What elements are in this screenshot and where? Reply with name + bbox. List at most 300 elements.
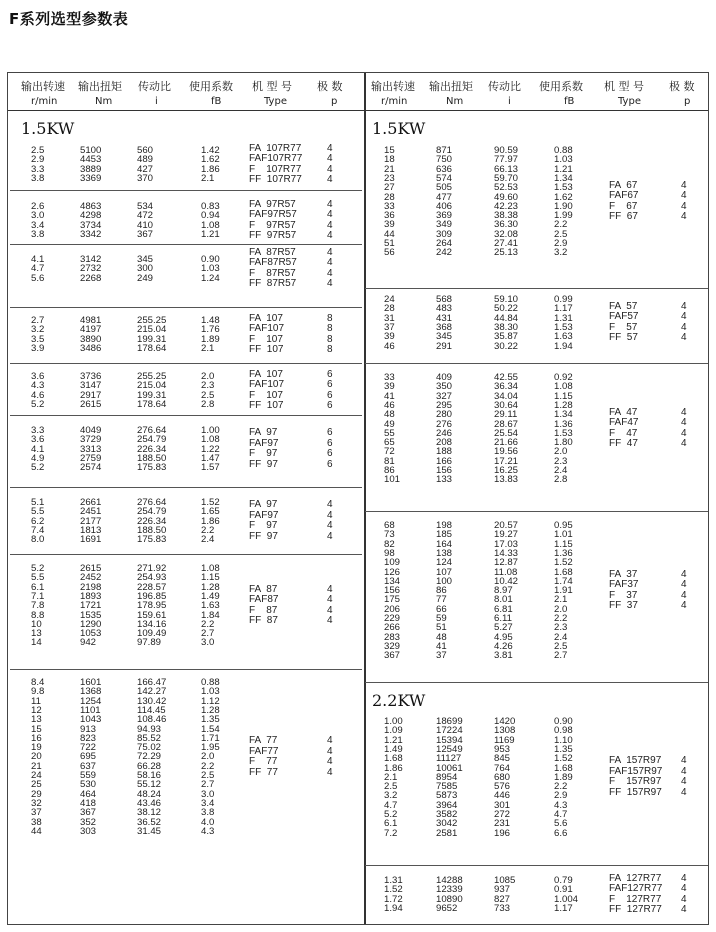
cell-speed: 72 [384, 446, 395, 458]
cell-torque: 166 [436, 455, 453, 467]
cell-ratio: 130.42 [137, 695, 167, 707]
cell-ratio: 166.47 [137, 677, 167, 688]
model-list [249, 144, 302, 186]
cell-torque: 2268 [80, 272, 102, 284]
cell-speed: 15 [384, 145, 395, 156]
cell-ratio: 272 [494, 809, 511, 820]
cell-speed: 49 [384, 418, 395, 430]
model-type: FAF107 [249, 323, 285, 335]
cell-torque: 2661 [80, 497, 102, 508]
cell-speed: 283 [384, 631, 401, 643]
cell-ratio: 276.64 [137, 497, 167, 508]
cell-factor: 1.95 [201, 742, 220, 754]
cell-ratio: 31.45 [137, 825, 162, 837]
cell-torque: 51 [436, 622, 447, 634]
cell-factor: 1.76 [201, 324, 220, 336]
power-label-left: 1.5KW [21, 119, 75, 138]
cell-ratio: 199.31 [137, 389, 167, 401]
pole-count: 4 [681, 883, 687, 895]
cell-speed: 1.00 [384, 716, 403, 727]
cell-speed: 3.3 [31, 163, 45, 175]
cell-speed: 5.2 [31, 462, 45, 474]
cell-torque: 4197 [80, 324, 102, 336]
cell-speed: 18 [384, 154, 395, 166]
model-type: FAF157R97 [609, 765, 663, 777]
pole-count: 4 [681, 904, 687, 916]
cell-speed: 6.1 [384, 818, 398, 830]
cell-ratio: 196 [494, 827, 511, 839]
cell-factor: 2.7 [201, 628, 215, 640]
cell-torque: 1535 [80, 609, 102, 621]
model-type: F 107 [249, 389, 283, 401]
model-list [609, 874, 662, 916]
cell-torque: 3890 [80, 333, 102, 345]
cell-ratio: 1085 [494, 875, 516, 886]
cell-factor: 1.22 [201, 443, 220, 455]
cell-torque: 185 [436, 529, 453, 541]
group-separator [10, 363, 362, 364]
cell-ratio: 38.12 [137, 807, 162, 819]
pole-count: 6 [327, 437, 333, 449]
cell-speed: 156 [384, 585, 401, 597]
cell-speed: 21 [384, 163, 395, 175]
cell-speed: 11 [31, 695, 41, 707]
cell-factor: 2.4 [201, 534, 215, 546]
model-type: F 127R77 [609, 893, 662, 905]
cell-factor: 2.0 [201, 371, 215, 382]
cell-torque: 2451 [80, 506, 102, 518]
cell-speed: 24 [384, 294, 395, 305]
cell-torque: 695 [80, 751, 97, 763]
cell-speed: 4.1 [31, 254, 45, 265]
cell-torque: 369 [436, 210, 453, 222]
cell-speed: 33 [384, 200, 395, 212]
cell-factor: 2.5 [554, 640, 568, 652]
cell-ratio: 75.02 [137, 742, 162, 754]
cell-speed: 126 [384, 566, 401, 578]
cell-factor: 1.01 [554, 529, 573, 541]
model-type: FF 157R97 [609, 786, 662, 798]
cell-ratio: 937 [494, 884, 511, 896]
cell-torque: 2581 [436, 827, 458, 839]
model-type: F 107R77 [249, 163, 302, 175]
cell-speed: 101 [384, 474, 401, 486]
cell-factor: 1.03 [201, 686, 220, 698]
cell-speed: 2.5 [31, 145, 45, 156]
cell-torque: 3889 [80, 163, 102, 175]
cell-ratio: 42.55 [494, 372, 519, 383]
cell-factor: 2.4 [554, 465, 568, 476]
cell-speed: 2.5 [384, 781, 398, 793]
cell-speed: 1.31 [384, 875, 403, 886]
cell-torque: 12339 [436, 884, 463, 896]
cell-factor: 2.7 [554, 650, 568, 662]
cell-speed: 13 [31, 628, 42, 640]
model-type: FA 107 [249, 312, 283, 324]
cell-ratio: 276.64 [137, 425, 167, 436]
cell-factor: 2.8 [554, 474, 568, 486]
model-type: FF 107 [249, 344, 284, 356]
group-separator [10, 415, 362, 416]
pole-count: 4 [327, 219, 333, 231]
cell-torque: 568 [436, 294, 453, 305]
cell-ratio: 680 [494, 771, 511, 783]
cell-factor: 1.90 [554, 200, 573, 212]
model-type: FF 127R77 [609, 904, 662, 916]
cell-ratio: 427 [137, 163, 154, 175]
pole-count: 4 [327, 594, 333, 606]
cell-factor: 1.17 [554, 902, 573, 914]
cell-factor: 1.08 [554, 381, 573, 393]
cell-ratio: 19.56 [494, 446, 519, 458]
cell-torque: 2452 [80, 572, 102, 584]
cell-speed: 12 [31, 704, 42, 716]
cell-ratio: 5.27 [494, 622, 513, 634]
pole-count: 4 [327, 583, 333, 595]
cell-speed: 1.72 [384, 893, 403, 905]
cell-speed: 5.2 [384, 809, 398, 820]
pole-list [327, 500, 333, 542]
cell-speed: 3.9 [31, 342, 45, 354]
cell-ratio: 4.95 [494, 631, 513, 643]
cell-torque: 1101 [80, 704, 101, 716]
model-type: FA 47 [609, 406, 638, 418]
cell-speed: 46 [384, 399, 395, 411]
cell-ratio: 3.81 [494, 650, 513, 662]
model-list [249, 370, 284, 412]
model-list [249, 200, 297, 242]
cell-ratio: 114.45 [137, 704, 166, 716]
cell-torque: 291 [436, 340, 453, 352]
cell-factor: 1.84 [201, 609, 220, 621]
cell-torque: 3964 [436, 799, 458, 811]
model-type: FF 107 [249, 400, 284, 412]
cell-ratio: 1308 [494, 725, 516, 737]
header-type: 机 型 号 [252, 80, 292, 93]
cell-ratio: 36.34 [494, 381, 519, 393]
cell-factor: 2.2 [554, 781, 568, 793]
cell-speed: 48 [384, 409, 395, 421]
cell-torque: 86 [436, 585, 447, 597]
cell-torque: 3042 [436, 818, 458, 830]
cell-speed: 175 [384, 594, 401, 606]
cell-factor: 2.2 [554, 613, 568, 624]
cell-speed: 31 [384, 312, 395, 324]
cell-ratio: 58.16 [137, 770, 162, 781]
cell-factor: 1.80 [554, 437, 573, 449]
model-type: F 37 [609, 589, 638, 601]
cell-factor: 1.17 [554, 303, 573, 315]
pole-count: 4 [327, 520, 333, 532]
pole-count: 4 [681, 438, 687, 450]
power-label-right: 1.5KW [372, 119, 426, 138]
cell-speed: 37 [31, 807, 42, 819]
cell-torque: 9652 [436, 902, 458, 914]
cell-ratio: 48.24 [137, 788, 162, 800]
model-type: FF 47 [609, 438, 638, 450]
pole-list [327, 200, 333, 242]
cell-factor: 4.0 [201, 816, 215, 828]
model-type: FAF67 [609, 190, 639, 202]
cell-speed: 39 [384, 381, 395, 393]
header-speed-right: 输出转速 [371, 80, 415, 93]
cell-torque: 409 [436, 372, 453, 383]
cell-torque: 1290 [80, 618, 102, 630]
cell-speed: 7.8 [31, 600, 45, 612]
cell-speed: 24 [31, 770, 42, 781]
cell-speed: 4.9 [31, 452, 45, 464]
cell-factor: 1.08 [201, 434, 220, 446]
cell-speed: 3.6 [31, 434, 45, 446]
pole-count: 4 [327, 257, 333, 269]
cell-torque: 309 [436, 228, 453, 240]
cell-torque: 10890 [436, 893, 463, 905]
cell-speed: 16 [31, 732, 42, 744]
header-ratio-right: 传动比 [488, 80, 521, 93]
cell-factor: 2.1 [554, 594, 568, 606]
cell-ratio: 175.83 [137, 534, 167, 546]
cell-factor: 0.94 [201, 210, 220, 222]
cell-speed: 229 [384, 613, 401, 624]
cell-speed: 33 [384, 372, 395, 383]
cell-torque: 368 [436, 321, 453, 333]
cell-ratio: 6.81 [494, 603, 513, 615]
cell-torque: 637 [80, 760, 97, 772]
pole-list [327, 585, 333, 627]
cell-speed: 44 [31, 825, 42, 837]
cell-torque: 1813 [80, 524, 102, 536]
cell-factor: 1.54 [201, 723, 220, 735]
cell-torque: 18699 [436, 716, 463, 727]
model-type: FA 157R97 [609, 755, 662, 767]
header-factor-right: 使用系数 [539, 80, 583, 93]
cell-factor: 1.36 [554, 418, 573, 430]
cell-speed: 3.2 [31, 324, 45, 336]
unit-type: Type [264, 96, 287, 107]
cell-speed: 3.5 [31, 333, 45, 345]
cell-torque: 722 [80, 742, 97, 754]
cell-ratio: 29.11 [494, 409, 518, 421]
group-separator [365, 865, 708, 866]
pole-count: 4 [327, 153, 333, 165]
pole-count: 4 [327, 163, 333, 175]
cell-ratio: 85.52 [137, 732, 162, 744]
cell-factor: 1.91 [554, 585, 573, 597]
cell-factor: 2.0 [201, 751, 215, 763]
cell-ratio: 44.84 [494, 312, 519, 324]
cell-factor: 2.7 [201, 779, 215, 791]
cell-ratio: 472 [137, 210, 154, 222]
cell-factor: 1.68 [554, 762, 573, 774]
cell-torque: 124 [436, 557, 453, 569]
cell-ratio: 370 [137, 172, 154, 184]
cell-speed: 4.7 [384, 799, 398, 811]
cell-factor: 1.35 [201, 714, 220, 726]
pole-count: 4 [327, 530, 333, 542]
cell-speed: 29 [31, 788, 42, 800]
model-type: FF 87R57 [249, 278, 297, 290]
pole-count: 4 [327, 209, 333, 221]
cell-factor: 1.08 [201, 219, 220, 231]
header-poles-right: 极 数 [669, 80, 695, 93]
cell-speed: 6.2 [31, 515, 45, 527]
cell-factor: 3.2 [554, 247, 568, 259]
model-list [249, 428, 278, 470]
cell-factor: 1.36 [554, 547, 573, 559]
cell-factor: 1.34 [554, 172, 573, 184]
cell-factor: 1.47 [201, 452, 220, 464]
cell-factor: 2.5 [201, 389, 215, 401]
cell-ratio: 36.52 [137, 816, 162, 828]
cell-speed: 32 [31, 797, 42, 809]
model-type: FAF107 [249, 379, 285, 391]
unit-ratio-right: i [508, 96, 511, 107]
cell-speed: 65 [384, 437, 395, 449]
cell-torque: 483 [436, 303, 453, 315]
model-list [609, 302, 638, 344]
pole-count: 4 [327, 499, 333, 511]
header-type-right: 机 型 号 [604, 80, 644, 93]
cell-torque: 4298 [80, 210, 102, 222]
cell-factor: 0.90 [201, 254, 220, 265]
cell-torque: 2615 [80, 398, 102, 410]
cell-torque: 636 [436, 163, 453, 175]
cell-factor: 0.88 [554, 145, 573, 156]
pole-count: 4 [681, 179, 687, 191]
cell-factor: 1.34 [554, 409, 573, 421]
model-type: FA 107 [249, 368, 283, 380]
cell-speed: 3.8 [31, 172, 45, 184]
group-separator [10, 244, 362, 245]
cell-factor: 1.99 [554, 210, 573, 222]
cell-factor: 0.99 [554, 294, 573, 305]
unit-factor: fB [211, 96, 222, 107]
header-rule [8, 110, 708, 111]
pole-count: 6 [327, 400, 333, 412]
cell-speed: 3.4 [31, 219, 45, 231]
cell-torque: 280 [436, 409, 453, 421]
model-type: FA 97R57 [249, 198, 296, 210]
cell-factor: 6.6 [554, 827, 568, 839]
cell-speed: 46 [384, 340, 395, 352]
model-type: F 47 [609, 427, 638, 439]
cell-ratio: 178.64 [137, 398, 167, 410]
model-type: FAF97 [249, 509, 279, 521]
cell-factor: 2.2 [201, 618, 215, 630]
model-type: FA 77 [249, 735, 278, 747]
pole-count: 4 [681, 765, 687, 777]
group-separator [365, 288, 708, 289]
model-type: FF 87 [249, 615, 278, 627]
model-type: FF 97 [249, 458, 278, 470]
unit-torque: Nm [95, 96, 113, 107]
cell-ratio: 228.57 [137, 581, 167, 593]
cell-torque: 2759 [80, 452, 102, 464]
cell-torque: 7585 [436, 781, 458, 793]
cell-speed: 28 [384, 303, 395, 315]
header-torque: 输出扭矩 [78, 80, 122, 93]
cell-torque: 246 [436, 427, 453, 439]
cell-ratio: 30.64 [494, 399, 519, 411]
model-type: F 97 [249, 448, 278, 460]
cell-torque: 208 [436, 437, 453, 449]
pole-count: 4 [681, 427, 687, 439]
cell-speed: 7.1 [31, 590, 45, 602]
cell-ratio: 953 [494, 743, 511, 755]
model-type: FF 67 [609, 211, 638, 223]
model-type: FAF57 [609, 311, 639, 323]
cell-speed: 5.6 [31, 272, 45, 284]
cell-speed: 14 [31, 637, 42, 649]
cell-ratio: 142.27 [137, 686, 167, 698]
cell-torque: 5873 [436, 790, 458, 802]
cell-torque: 3369 [80, 172, 102, 184]
pole-count: 4 [327, 745, 333, 757]
group-separator [365, 363, 708, 364]
cell-speed: 134 [384, 575, 401, 587]
cell-torque: 3734 [80, 219, 102, 231]
cell-factor: 0.98 [554, 725, 573, 737]
model-type: FA 97 [249, 499, 278, 511]
cell-ratio: 345 [137, 254, 154, 265]
cell-factor: 1.52 [554, 753, 573, 765]
pole-count: 4 [327, 735, 333, 747]
cell-ratio: 66.13 [494, 163, 519, 175]
cell-ratio: 1420 [494, 716, 516, 727]
cell-speed: 19 [31, 742, 42, 754]
cell-torque: 750 [436, 154, 453, 166]
model-type: F 57 [609, 321, 638, 333]
cell-ratio: 175.83 [137, 462, 167, 474]
cell-ratio: 576 [494, 781, 511, 793]
cell-torque: 100 [436, 575, 453, 587]
pole-count: 4 [681, 332, 687, 344]
cell-speed: 3.0 [31, 210, 45, 222]
cell-speed: 98 [384, 547, 395, 559]
cell-ratio: 10.42 [494, 575, 519, 587]
cell-ratio: 845 [494, 753, 511, 765]
cell-torque: 59 [436, 613, 447, 624]
model-type: FF 97 [249, 530, 278, 542]
unit-torque-right: Nm [446, 96, 464, 107]
cell-torque: 5100 [80, 145, 102, 156]
cell-factor: 1.68 [554, 566, 573, 578]
cell-speed: 3.2 [384, 790, 398, 802]
cell-speed: 39 [384, 219, 395, 231]
cell-ratio: 30.22 [494, 340, 519, 352]
model-type: FAF107R77 [249, 153, 303, 165]
unit-speed-right: r/min [381, 96, 408, 107]
cell-speed: 4.1 [31, 443, 45, 455]
cell-factor: 2.1 [201, 172, 215, 184]
pole-count: 6 [327, 427, 333, 439]
pole-count: 6 [327, 379, 333, 391]
cell-factor: 1.53 [554, 427, 573, 439]
power-label-right-2: 2.2KW [372, 691, 426, 710]
cell-speed: 1.09 [384, 725, 403, 737]
cell-factor: 1.00 [201, 425, 220, 436]
cell-ratio: 66.28 [137, 760, 162, 772]
cell-speed: 7.2 [384, 827, 398, 839]
unit-type-right: Type [618, 96, 641, 107]
cell-torque: 164 [436, 538, 453, 550]
cell-ratio: 134.16 [137, 618, 167, 630]
cell-torque: 4863 [80, 201, 102, 212]
cell-speed: 44 [384, 228, 395, 240]
cell-speed: 367 [384, 650, 401, 662]
cell-factor: 1.86 [201, 163, 220, 175]
cell-ratio: 254.79 [137, 506, 167, 518]
